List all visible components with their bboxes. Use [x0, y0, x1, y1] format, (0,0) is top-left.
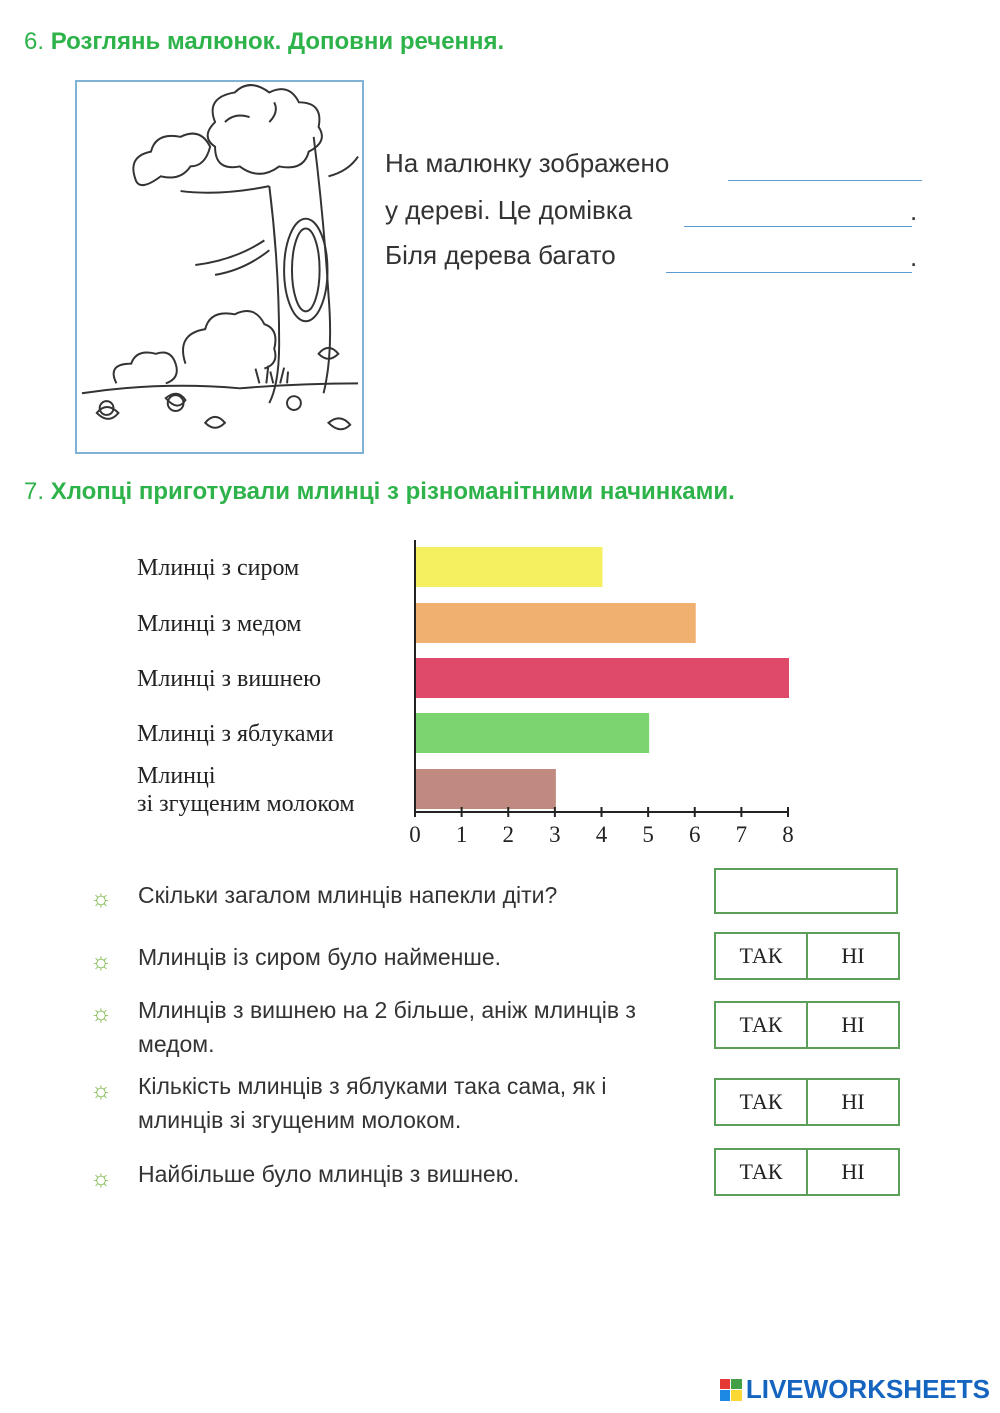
x-tick-label: 4	[595, 822, 608, 847]
x-tick-label: 8	[782, 822, 794, 847]
pancake-bar-chart	[100, 530, 840, 860]
bar	[416, 658, 789, 698]
sentence-3-period: .	[910, 242, 918, 272]
bar	[416, 769, 556, 809]
total-pancakes-input[interactable]	[714, 868, 898, 914]
true-button[interactable]: ТАК	[716, 1150, 808, 1194]
bar	[416, 547, 603, 587]
x-tick-label: 6	[689, 822, 701, 847]
x-tick-label: 0	[409, 822, 421, 847]
false-button[interactable]: НІ	[841, 1159, 865, 1184]
category-label: Млинці з яблуками	[137, 721, 334, 747]
sun-icon: ☼	[90, 885, 112, 912]
x-tick-label: 3	[549, 822, 561, 847]
task-6-number: 6.	[24, 28, 45, 55]
category-label: Млинці з сиром	[137, 555, 300, 581]
bar	[416, 713, 649, 753]
task-7-title	[24, 478, 735, 506]
answer-line-1[interactable]	[728, 150, 922, 181]
true-false-group	[714, 1148, 900, 1196]
task-6-instruction: Розглянь малюнок. Доповни речення.	[50, 28, 505, 55]
question-text: Кількість млинців з яблуками така сама, як і млинців зі згущеним молоком.	[138, 1073, 607, 1133]
true-button[interactable]: ТАК	[716, 1080, 808, 1124]
sun-icon: ☼	[90, 1077, 112, 1104]
false-button[interactable]: НІ	[841, 943, 865, 968]
true-false-group	[714, 932, 900, 980]
answer-line-2[interactable]	[684, 196, 912, 227]
liveworksheets-logo-icon	[720, 1379, 742, 1401]
true-false-group	[714, 1001, 900, 1049]
true-button[interactable]: ТАК	[716, 1003, 808, 1047]
x-tick-label: 1	[455, 822, 468, 847]
sentence-3: Біля дерева багато	[385, 240, 616, 270]
task-7-number: 7.	[24, 478, 45, 505]
category-label: Млинці з медом	[137, 611, 302, 637]
tree-picture	[75, 80, 364, 454]
false-button[interactable]: НІ	[841, 1089, 865, 1114]
false-button[interactable]: НІ	[841, 1012, 865, 1037]
question-text: Найбільше було млинців з вишнею.	[138, 1161, 520, 1187]
sentence-2: у дереві. Це домівка	[385, 195, 633, 225]
sentence-1: На малюнку зображено	[385, 148, 670, 178]
answer-line-3[interactable]	[666, 242, 912, 273]
sun-icon: ☼	[90, 1165, 112, 1192]
sun-icon: ☼	[90, 948, 112, 975]
category-label: зі згущеним молоком	[137, 791, 355, 817]
question-text: Млинців із сиром було найменше.	[138, 944, 502, 970]
x-tick-label: 2	[502, 822, 514, 847]
tree-drawing	[77, 82, 362, 452]
question-text: Млинців з вишнею на 2 більше, аніж млинців з медом.	[138, 997, 636, 1057]
task-7-instruction: Хлопці приготували млинці з різноманітними начинками.	[50, 478, 735, 505]
liveworksheets-brand	[720, 1374, 990, 1405]
bar	[416, 603, 696, 643]
category-label: Млинці	[137, 763, 216, 789]
brand-name: LIVEWORKSHEETS	[745, 1374, 990, 1404]
sentence-2-period: .	[910, 196, 918, 226]
task-6-title	[24, 28, 504, 56]
sun-icon: ☼	[90, 1000, 112, 1027]
x-tick-label: 7	[735, 822, 748, 847]
question-text: Скільки загалом млинців напекли діти?	[138, 882, 558, 908]
true-false-group	[714, 1078, 900, 1126]
category-label: Млинці з вишнею	[137, 666, 322, 692]
true-button[interactable]: ТАК	[716, 934, 808, 978]
x-tick-label: 5	[642, 822, 654, 847]
